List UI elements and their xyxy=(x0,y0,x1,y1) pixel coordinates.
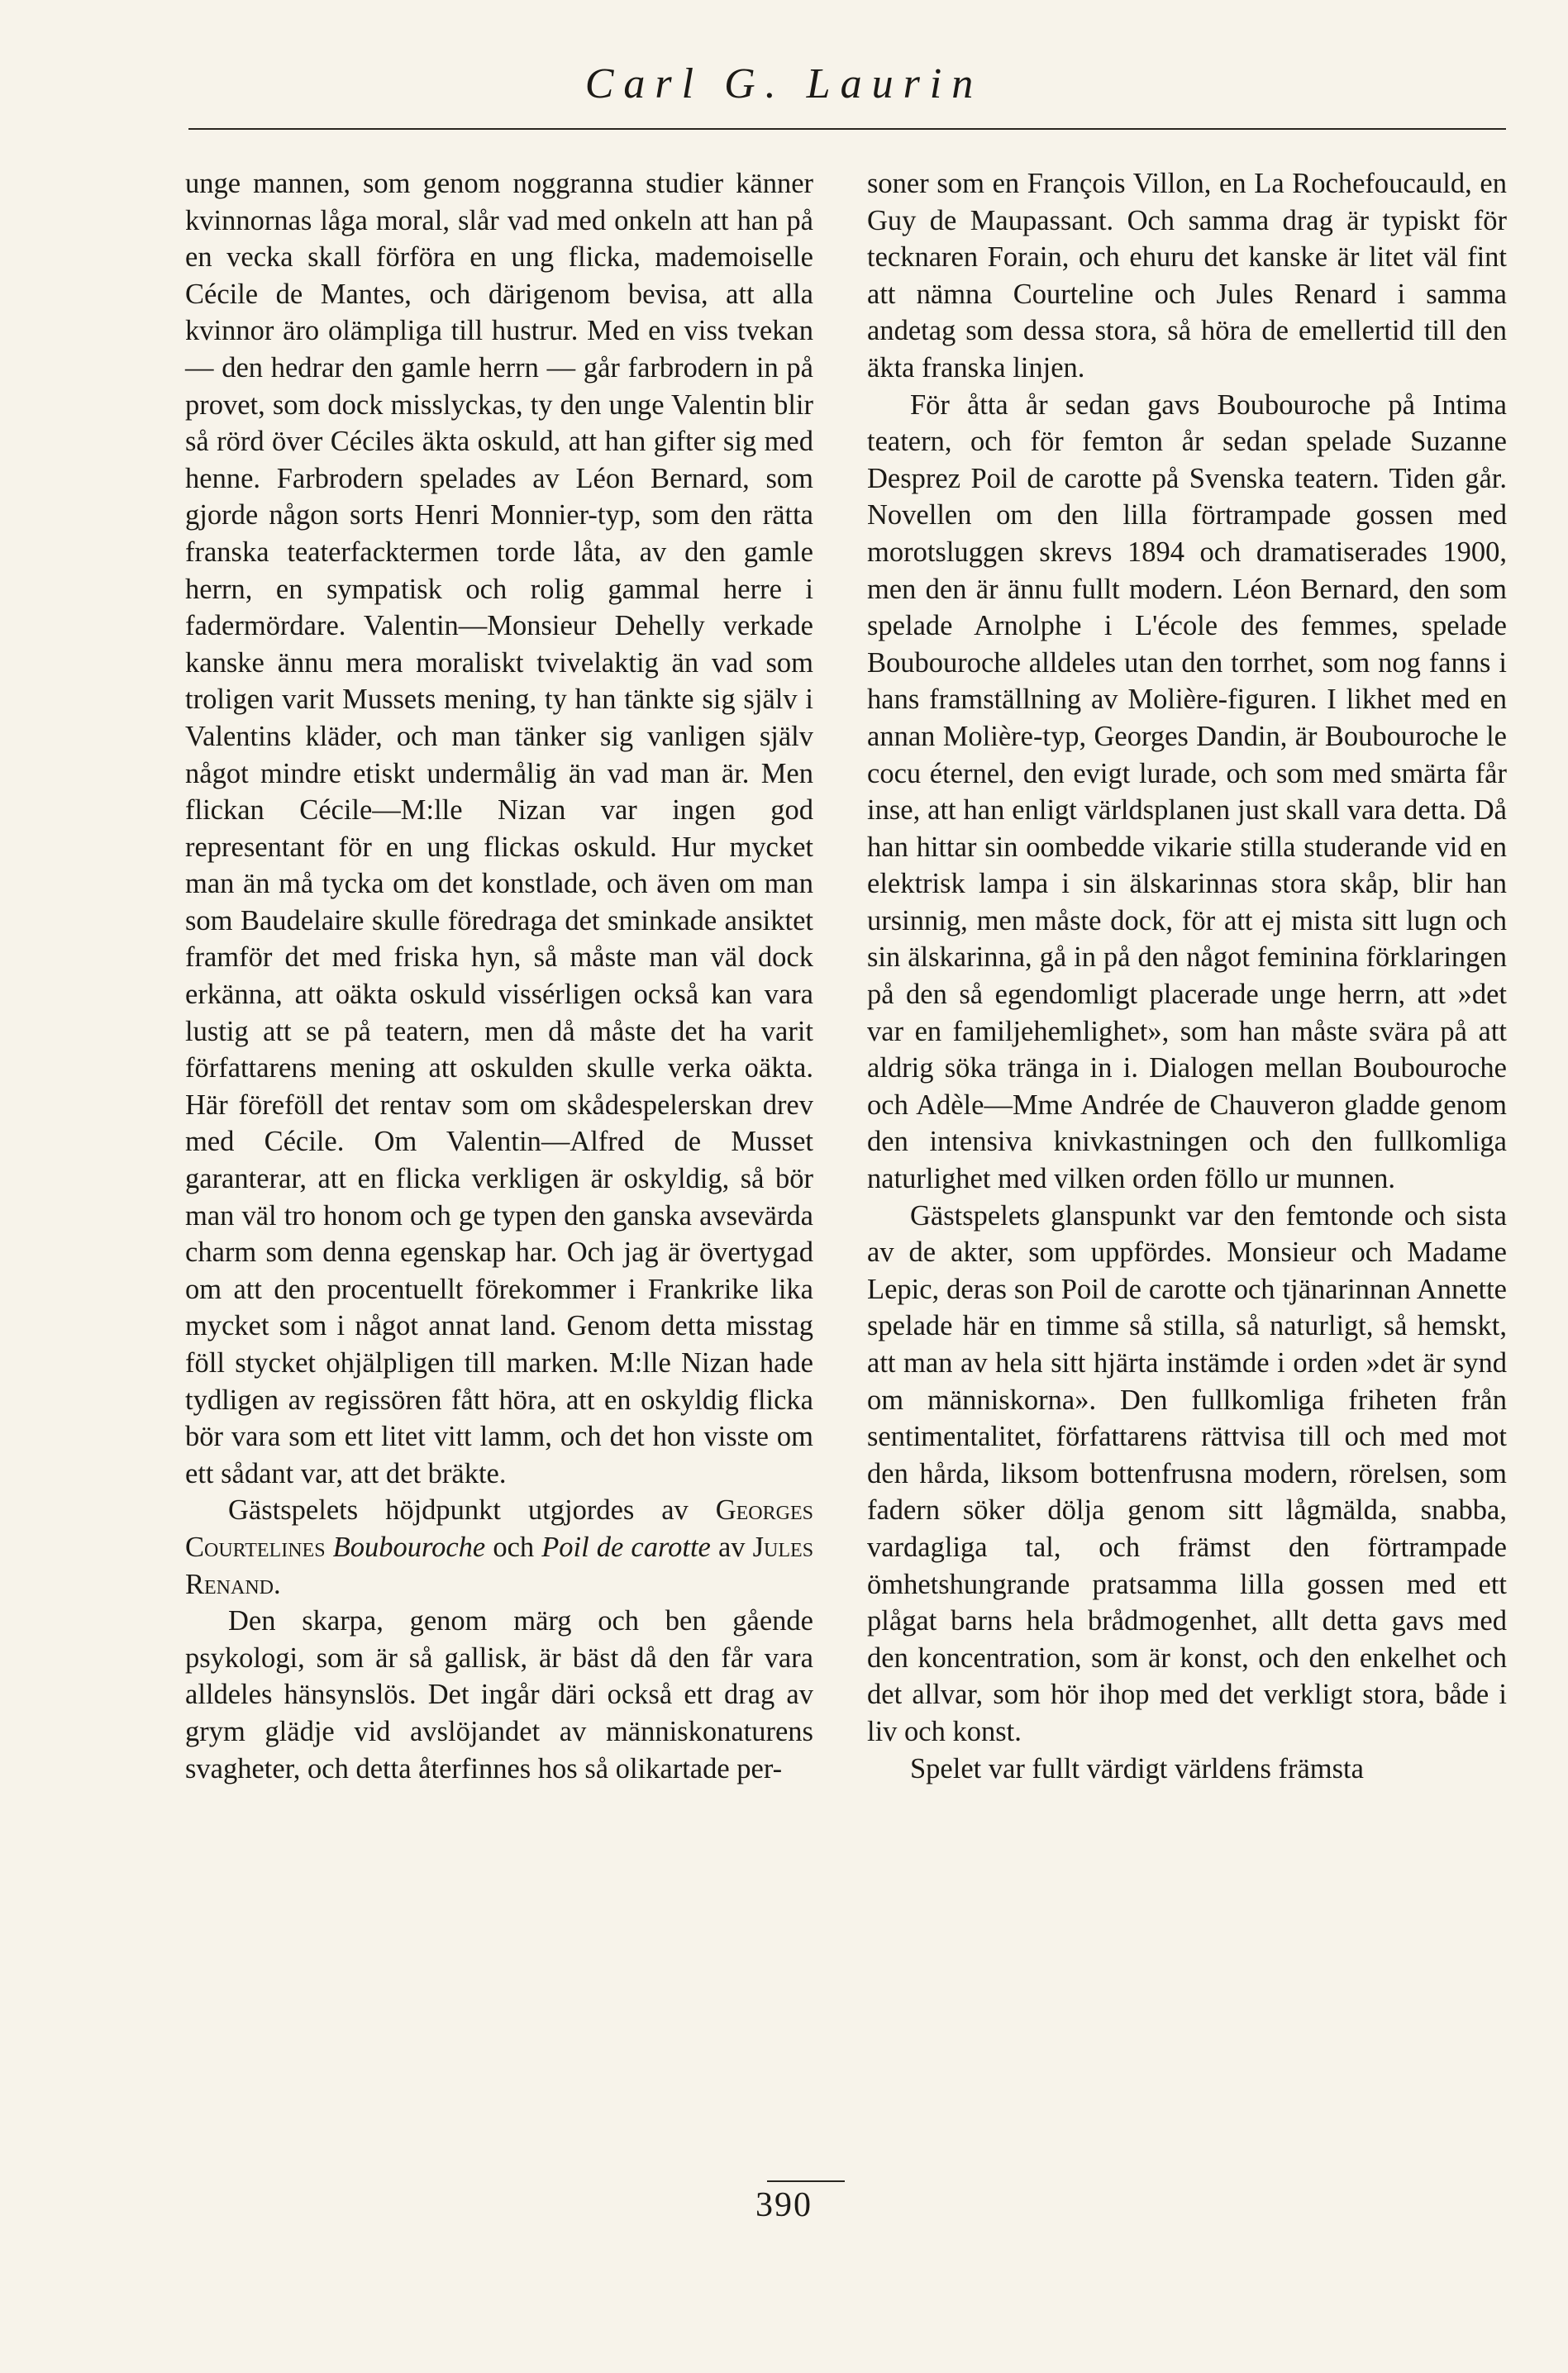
right-paragraph-2: För åtta år sedan gavs Boubouroche på Intima teatern, och för femton år sedan spelade Suzanne Desprez Poil de carotte på Svenska teatern. Tiden går. Novellen om den lilla förtrampade gossen med morotsluggen skrevs 1894 och dramatiserades 1900, men den är ännu fullt modern. Léon Bernard, den som spelade Arnolphe i L'école des femmes, spelade Boubouroche alldeles utan den torrhet, som nog fanns i hans framställning av Molière-figuren. I likhet med en annan Molière-typ, Georges Dandin, är Boubouroche le cocu éternel, den evigt lurade, och som med smärta får inse, att han enligt världsplanen just skall vara detta. Då han hittar sin oombedde vikarie stilla studerande vid en elektrisk lampa i sin älskarinnas stora skåp, blir han ursinnig, men måste dock, för att ej mista sitt lugn och sin älskarinna, gå in på den något feminina förklaringen på den så egendomligt placerade unge herrn, att »det var en familjehemlighet», som han måste svära på att aldrig söka tränga in i. Dialogen mellan Boubouroche och Adèle—Mme Andrée de Chauveron gladde genom den intensiva knivkastningen och den fullkomliga naturlighet med vilken orden föllo ur munnen. xyxy=(867,388,1507,1195)
left-paragraph-1: unge mannen, som genom noggranna studier känner kvinnornas låga moral, slår vad med onkeln att han på en vecka skall förföra en ung flicka, mademoiselle Cécile de Mantes, och därigenom bevisa, att alla kvinnor äro olämpliga till hustrur. Med en viss tvekan — den hedrar den gamle herrn — går farbrodern in på provet, som dock misslyckas, ty den unge Valentin blir så rörd över Céciles äkta oskuld, att han gifter sig med henne. Farbrodern spelades av Léon Bernard, som gjorde någon sorts Henri Monnier-typ, som den rätta franska teaterfacktermen torde låta, av den gamle herrn, en sympatisk och rolig gammal herre i fadermördare. Valentin—Monsieur Dehelly verkade kanske ännu mera moraliskt tvivelaktig än vad som troligen varit Mussets mening, ty han tänkte sig själv i Valentins kläder, och man tänker sig vanligen själv något mindre etiskt undermålig än vad man är. Men flickan Cécile—M:lle Nizan var ingen god representant för en ung flickas oskuld. Hur mycket man än må tycka om det konstlade, och även om man som Baudelaire skulle föredraga det sminkade ansiktet framför det med friska hyn, så måste man väl dock erkänna, att oäkta oskuld vissérligen också kan vara lustig att se på teatern, men då måste det ha varit författarens mening att oskulden skulle verka oäkta. Här föreföll det rentav som om skådespelerskan drev med Cécile. Om Valentin—Alfred de Musset garanterar, att en flicka verkligen är oskyldig, så bör man väl tro honom och ge typen den ganska avsevärda charm som denna egenskap har. Och jag är övertygad om att den procentuellt förekommer i Frankrike lika mycket som i något annat land. Genom detta misstag föll stycket ohjälpligen till marken. M:lle Nizan hade tydligen av regissören fått höra, att en oskyldig flicka bör vara som ett litet vitt lamm, och det hon visste om ett sådant var, att det bräkte. xyxy=(185,168,813,1489)
page-number: 390 xyxy=(755,2186,813,2224)
right-paragraph-1: soner som en François Villon, en La Rochefoucauld, en Guy de Maupassant. Och samma drag är typiskt för tecknaren Forain, och ehuru det kanske är litet väl fint att nämna Courteline och Jules Renard i samma andetag som dessa stora, så höra de emellertid till den äkta franska linjen. xyxy=(867,168,1507,384)
header-rule xyxy=(188,128,1506,130)
right-paragraph-3: Gästspelets glanspunkt var den femtonde och sista av de akter, som uppfördes. Monsieur och Madame Lepic, deras son Poil de carotte och tjänarinnan Annette spelade här en timme så stilla, så naturligt, så hemskt, att man av hela sitt hjärta instämde i orden »det är synd om människorna». Den fullkomliga friheten från sentimentalitet, författarens rättvisa till och med mot den hårda, liksom bottenfrusna modern, rörelsen, som fadern söker dölja genom sitt lågmälda, snabba, vardagliga tal, och främst den förtrampade ömhetshungrande pratsamma lilla gossen med ett plågat barns hela brådmogenhet, allt detta gavs med den koncentration, som är konst, och den enkelhet och det allvar, som hör ihop med det verkligt stora, både i liv och konst. xyxy=(867,1199,1507,1747)
p2-by: av xyxy=(717,1531,746,1563)
left-paragraph-2 xyxy=(185,1492,813,1603)
running-head-author: Carl G. Laurin xyxy=(584,60,984,107)
left-paragraph-3: Den skarpa, genom märg och ben gående psykologi, som är så gallisk, är bäst då den får vara alldeles hänsynslös. Det ingår däri också ett drag av grym glädje vid avslöjandet av människonaturens svagheter, och detta återfinnes hos så olikartade per- xyxy=(185,1605,813,1785)
right-paragraph-4: Spelet var fullt värdigt världens främsta xyxy=(910,1752,1364,1785)
p2-and: och xyxy=(493,1531,535,1563)
footer-rule xyxy=(767,2180,845,2182)
p2-end: . xyxy=(274,1568,281,1600)
author-renand: Jules Renand xyxy=(185,1531,814,1600)
left-column xyxy=(185,165,813,1787)
author-courteline: Georges Courtelines xyxy=(185,1494,813,1563)
title-boubouroche: Boubouroche xyxy=(332,1531,486,1563)
title-poil-de-carotte: Poil de carotte xyxy=(541,1531,711,1563)
right-column xyxy=(867,165,1507,1787)
p2-lead: Gästspelets höjdpunkt utgjordes av xyxy=(228,1494,689,1527)
